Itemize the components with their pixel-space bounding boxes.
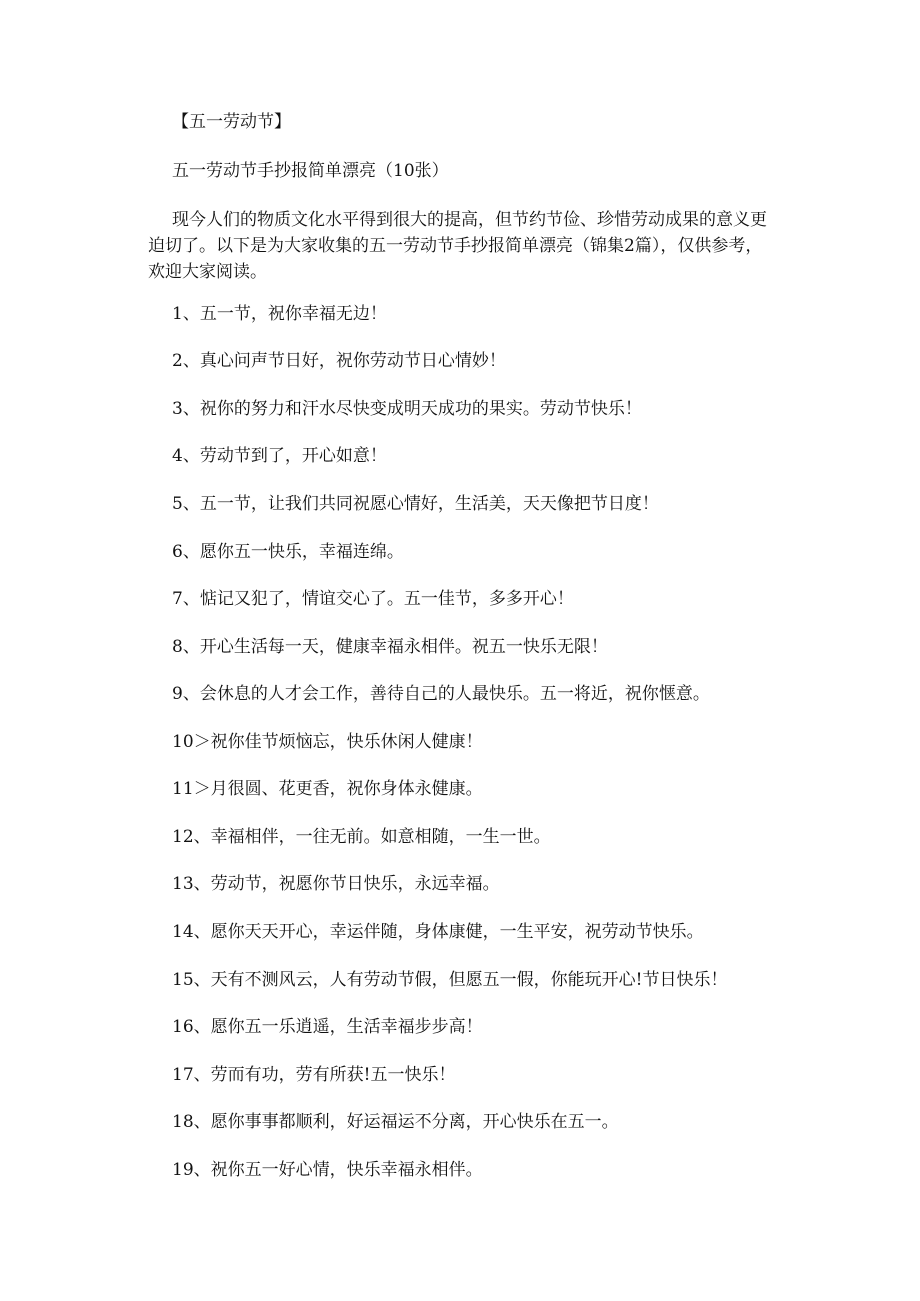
list-item: 19、祝你五一好心情，快乐幸福永相伴。 xyxy=(172,1160,483,1180)
section-label: 【五一劳动节】 xyxy=(172,112,291,132)
list-item: 1、五一节，祝你幸福无边！ xyxy=(172,304,387,324)
list-item: 16、愿你五一乐逍遥，生活幸福步步高！ xyxy=(172,1017,483,1037)
intro-line-3: 欢迎大家阅读。 xyxy=(148,262,267,282)
list-item: 17、劳而有功，劳有所获!五一快乐！ xyxy=(172,1065,456,1085)
list-item: 3、祝你的努力和汗水尽快变成明天成功的果实。劳动节快乐！ xyxy=(172,399,642,419)
list-item: 15、天有不测风云，人有劳动节假，但愿五一假，你能玩开心!节日快乐！ xyxy=(172,970,728,990)
list-item: 2、真心问声节日好，祝你劳动节日心情妙！ xyxy=(172,351,506,371)
list-item: 14、愿你天天开心，幸运伴随，身体康健，一生平安，祝劳动节快乐。 xyxy=(172,922,704,942)
document-title: 五一劳动节手抄报简单漂亮（10张） xyxy=(172,161,449,181)
list-item: 13、劳动节，祝愿你节日快乐，永远幸福。 xyxy=(172,874,500,894)
intro-paragraph xyxy=(148,207,772,285)
list-item: 10＞祝你佳节烦恼忘，快乐休闲人健康！ xyxy=(172,732,483,752)
list-item: 6、愿你五一快乐，幸福连绵。 xyxy=(172,542,404,562)
list-item: 18、愿你事事都顺利，好运福运不分离，开心快乐在五一。 xyxy=(172,1112,619,1132)
list-item: 7、惦记又犯了，情谊交心了。五一佳节，多多开心！ xyxy=(172,589,574,609)
intro-line-2: 迫切了。以下是为大家收集的五一劳动节手抄报简单漂亮（锦集2篇），仅供参考， xyxy=(148,236,763,256)
list-item: 4、劳动节到了，开心如意！ xyxy=(172,446,387,466)
intro-line-1: 现今人们的物质文化水平得到很大的提高，但节约节俭、珍惜劳动成果的意义更 xyxy=(172,210,767,230)
list-item: 11＞月很圆、花更香，祝你身体永健康。 xyxy=(172,779,483,799)
list-item: 12、幸福相伴，一往无前。如意相随，一生一世。 xyxy=(172,827,551,847)
list-item: 5、五一节，让我们共同祝愿心情好，生活美，天天像把节日度！ xyxy=(172,494,659,514)
list-item: 9、会休息的人才会工作，善待自己的人最快乐。五一将近，祝你惬意。 xyxy=(172,684,710,704)
list-item: 8、开心生活每一天，健康幸福永相伴。祝五一快乐无限！ xyxy=(172,637,608,657)
